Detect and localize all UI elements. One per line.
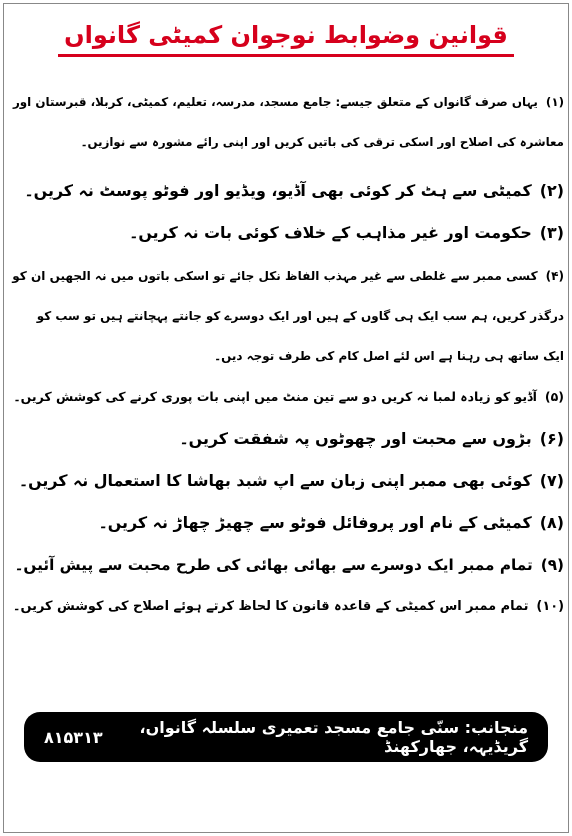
rule-3-text: حکومت اور غیر مذاہب کے خلاف کوئی بات نہ کریں۔: [129, 223, 532, 242]
rule-8-text: کمیٹی کے نام اور پروفائل فوٹو سے چھیڑ چھاڑ نہ کریں۔: [98, 513, 532, 532]
rule-10-text: تمام ممبر اس کمیٹی کے قاعدہ قانون کا لحاظ کرتے ہوئے اصلاح کی کوشش کریں۔: [12, 599, 529, 614]
rules-list: [10, 72, 564, 620]
rule-1-number: (۱): [545, 95, 564, 109]
page-title: قوانین وضوابط نوجوان کمیٹی گانواں: [58, 18, 514, 57]
rule-2: [10, 178, 564, 204]
rule-3-number: (۳): [539, 223, 564, 242]
rule-1-line-2: معاشرہ کی اصلاح اور اسکی ترقی کی باتیں کریں اور اپنی رائے مشورہ سے نوازیں۔: [80, 135, 564, 149]
title-block: [0, 18, 572, 57]
rule-7-text: کوئی بھی ممبر اپنی زبان سے اپ شبد بھاشا کا استعمال نہ کریں۔: [18, 471, 532, 490]
rule-5: [10, 384, 564, 410]
footer-pin-code: ۸۱۵۳۱۳: [44, 727, 103, 747]
rule-2-text: کمیٹی سے ہٹ کر کوئی بھی آڈیو، ویڈیو اور فوٹو پوسٹ نہ کریں۔: [24, 181, 532, 200]
rule-9-text: تمام ممبر ایک دوسرے سے بھائی بھائی کی طرح محبت سے پیش آئیں۔: [14, 556, 533, 574]
rule-4-number: (۴): [545, 269, 564, 283]
rule-7-number: (۷): [539, 471, 564, 490]
rule-4: [10, 256, 564, 376]
rule-8: [10, 510, 564, 536]
rule-6: [10, 426, 564, 452]
rule-3: [10, 220, 564, 246]
rule-10-number: (۱۰): [536, 599, 564, 614]
rule-6-number: (۶): [539, 429, 564, 448]
rule-1: [10, 82, 564, 162]
rule-9-number: (۹): [540, 556, 564, 574]
rule-4-line-1: (۴)کسی ممبر سے غلطی سے غیر مہذب الفاظ نکل جائے تو اسکی باتوں میں نہ الجھیں ان کو: [12, 269, 564, 283]
rule-7: [10, 468, 564, 494]
rule-9: [10, 552, 564, 578]
rule-2-number: (۲): [539, 181, 564, 200]
rule-6-text: بڑوں سے محبت اور چھوٹوں پہ شفقت کریں۔: [179, 429, 532, 448]
rule-5-number: (۵): [544, 389, 564, 404]
rule-1-line-1: (۱)یہاں صرف گانواں کے متعلق جیسے: جامع مسجد، مدرسہ، تعلیم، کمیٹی، کربلا، قبرستان اور: [12, 95, 564, 109]
rule-5-text: آڈیو کو زیادہ لمبا نہ کریں دو سے تین منٹ میں اپنی بات پوری کرنے کی کوشش کریں۔: [13, 389, 537, 404]
rule-4-line-2: درگذر کریں، ہم سب ایک ہی گاوں کے ہیں اور ایک دوسرے کو جانتے پہچانتے ہیں تو سب کو: [36, 309, 564, 323]
footer-banner: [24, 712, 548, 762]
rule-10: [10, 594, 564, 620]
rule-8-number: (۸): [539, 513, 564, 532]
rule-4-line-3: ایک ساتھ ہی رہنا ہے اس لئے اصل کام کی طرف توجہ دیں۔: [214, 349, 564, 363]
footer-text: منجانب: سنّی جامع مسجد تعمیری سلسلہ گانواں، گریڈیہہ، جھارکھنڈ: [139, 718, 528, 756]
